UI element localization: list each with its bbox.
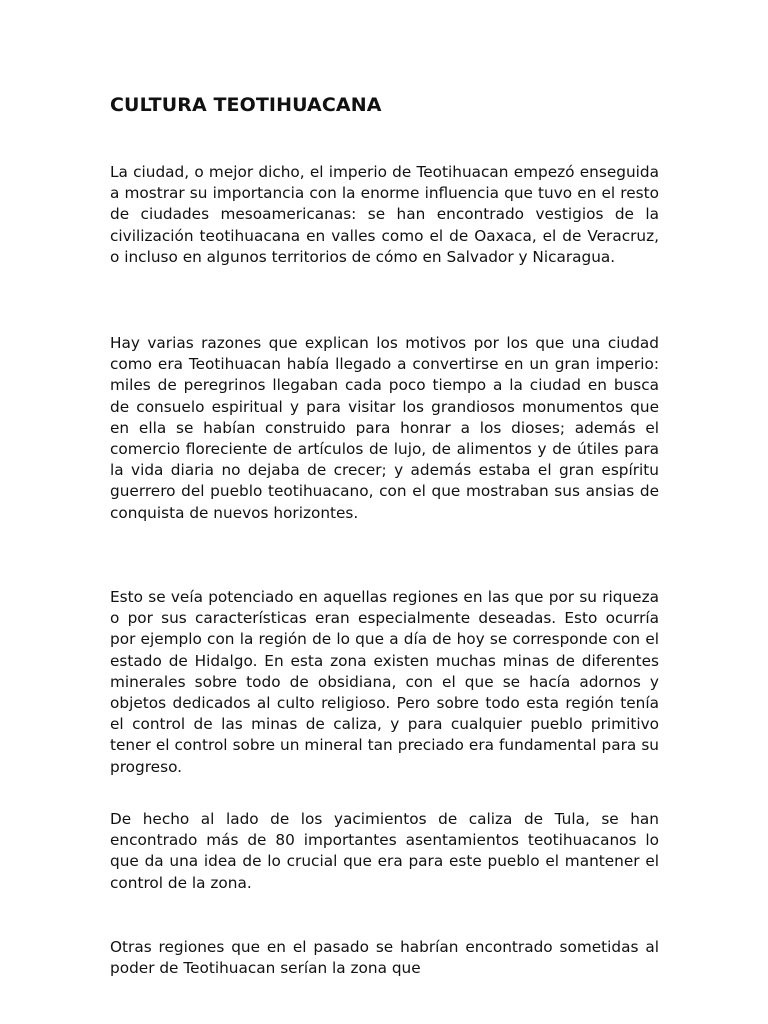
paragraph: Otras regiones que en el pasado se habrían encontrado sometidas al poder de Teotihuacan serían la zona que xyxy=(110,938,659,978)
paragraph: La ciudad, o mejor dicho, el imperio de Teotihuacan empezó enseguida a mostrar su importancia con la enorme influencia que tuvo en el resto de ciudades mesoamericanas: se han encontrado vestigios de la civilización teotihuacana en valles como el de Oaxaca, el de Veracruz, o incluso en algunos territorios de cómo en Salvador y Nicaragua. xyxy=(110,163,659,266)
document-title: CULTURA TEOTIHUACANA xyxy=(110,94,382,116)
paragraph: De hecho al lado de los yacimientos de caliza de Tula, se han encontrado más de 80 importantes asentamientos teotihuacanos lo que da una idea de lo crucial que era para este pueblo el mantener el control de la zona. xyxy=(110,810,659,892)
paragraph: Esto se veía potenciado en aquellas regiones en las que por su riqueza o por sus características eran especialmente deseadas. Esto ocurría por ejemplo con la región de lo que a día de hoy se corresponde con el estado de Hidalgo. En esta zona existen muchas minas de diferentes minerales sobre todo de obsidiana, con el que se hacía adornos y objetos dedicados al culto religioso. Pero sobre todo esta región tenía el control de las minas de caliza, y para cualquier pueblo primitivo tener el control sobre un mineral tan preciado era fundamental para su progreso. xyxy=(110,588,659,776)
paragraph: Hay varias razones que explican los motivos por los que una ciudad como era Teotihuacan había llegado a convertirse en un gran imperio: miles de peregrinos llegaban cada poco tiempo a la ciudad en busca de consuelo espiritual y para visitar los grandiosos monumentos que en ella se habían construido para honrar a los dioses; además el comercio floreciente de artículos de lujo, de alimentos y de útiles para la vida diaria no dejaba de crecer; y además estaba el gran espíritu guerrero del pueblo teotihuacano, con el que mostraban sus ansias de conquista de nuevos horizontes. xyxy=(110,334,659,522)
